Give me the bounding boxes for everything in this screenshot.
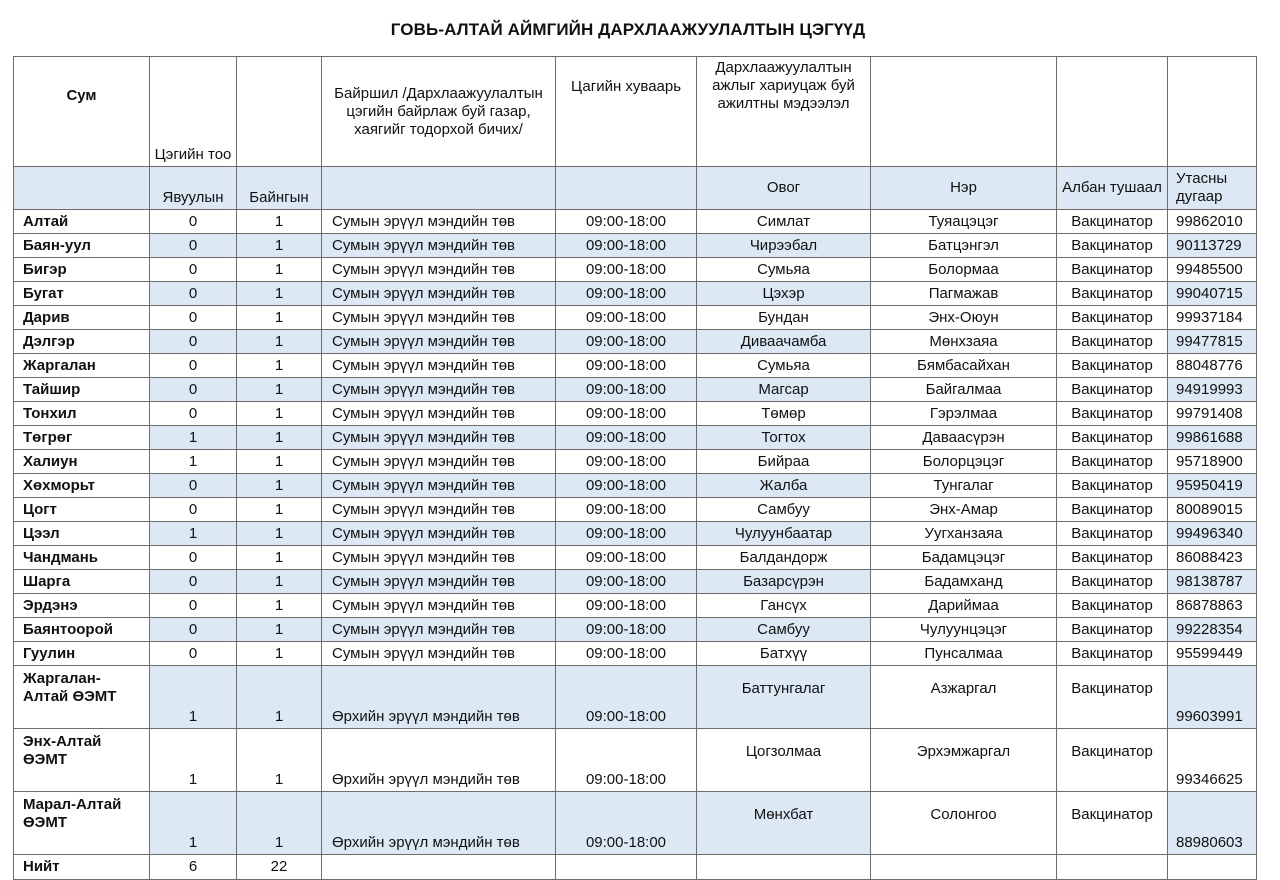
fixed-count-cell: 1 — [237, 474, 322, 498]
mobile-count-cell: 0 — [150, 306, 237, 330]
fixed-count-cell: 1 — [237, 210, 322, 234]
name-cell: Дариймаа — [871, 594, 1057, 618]
phone-cell: 88980603 — [1168, 792, 1257, 855]
header-empty — [556, 167, 697, 210]
sum-cell: Эрдэнэ — [14, 594, 150, 618]
fixed-count-cell: 1 — [237, 258, 322, 282]
position-cell: Вакцинатор — [1057, 546, 1168, 570]
table-row — [14, 666, 1257, 729]
header-phone: Утасны дугаар — [1168, 167, 1257, 210]
header-empty — [1057, 57, 1168, 167]
table-row — [14, 642, 1257, 666]
surname-cell: Чирээбал — [697, 234, 871, 258]
position-cell: Вакцинатор — [1057, 378, 1168, 402]
location-cell: Сумын эрүүл мэндийн төв — [322, 306, 556, 330]
table-row — [14, 234, 1257, 258]
schedule-cell: 09:00-18:00 — [556, 426, 697, 450]
fixed-count-cell: 1 — [237, 522, 322, 546]
surname-cell: Төмөр — [697, 402, 871, 426]
surname-cell: Чулуунбаатар — [697, 522, 871, 546]
fixed-count-cell: 1 — [237, 642, 322, 666]
table-row — [14, 210, 1257, 234]
position-cell: Вакцинатор — [1057, 498, 1168, 522]
fixed-count-cell: 1 — [237, 570, 322, 594]
surname-cell: Мөнхбат — [697, 792, 871, 855]
sum-cell: Хөхморьт — [14, 474, 150, 498]
fixed-count-cell: 1 — [237, 618, 322, 642]
surname-cell: Батхүү — [697, 642, 871, 666]
mobile-count-cell: 0 — [150, 354, 237, 378]
phone-cell: 99477815 — [1168, 330, 1257, 354]
position-cell: Вакцинатор — [1057, 354, 1168, 378]
position-cell: Вакцинатор — [1057, 402, 1168, 426]
mobile-count-cell: 0 — [150, 618, 237, 642]
schedule-cell: 09:00-18:00 — [556, 618, 697, 642]
sum-cell: Гуулин — [14, 642, 150, 666]
fixed-count-cell: 1 — [237, 354, 322, 378]
table-row — [14, 546, 1257, 570]
phone-cell: 99228354 — [1168, 618, 1257, 642]
schedule-cell: 09:00-18:00 — [556, 522, 697, 546]
sum-cell: Чандмань — [14, 546, 150, 570]
table-row — [14, 498, 1257, 522]
mobile-count-cell: 1 — [150, 426, 237, 450]
surname-cell: Цогзолмаа — [697, 729, 871, 792]
table-row — [14, 378, 1257, 402]
location-cell: Өрхийн эрүүл мэндийн төв — [322, 666, 556, 729]
total-label: Нийт — [14, 855, 150, 880]
phone-cell: 99791408 — [1168, 402, 1257, 426]
sum-cell: Тонхил — [14, 402, 150, 426]
schedule-cell: 09:00-18:00 — [556, 642, 697, 666]
header-row-1 — [14, 57, 1257, 167]
sum-cell: Жаргалан-Алтай ӨЭМТ — [14, 666, 150, 729]
schedule-cell: 09:00-18:00 — [556, 792, 697, 855]
header-mobile: Явуулын — [150, 167, 237, 210]
location-cell: Сумын эрүүл мэндийн төв — [322, 402, 556, 426]
position-cell: Вакцинатор — [1057, 642, 1168, 666]
table-row — [14, 258, 1257, 282]
phone-cell: 80089015 — [1168, 498, 1257, 522]
total-row — [14, 855, 1257, 880]
phone-cell: 94919993 — [1168, 378, 1257, 402]
table-row — [14, 792, 1257, 855]
position-cell: Вакцинатор — [1057, 522, 1168, 546]
name-cell: Туяацэцэг — [871, 210, 1057, 234]
surname-cell: Сумьяа — [697, 258, 871, 282]
surname-cell: Диваачамба — [697, 330, 871, 354]
schedule-cell: 09:00-18:00 — [556, 570, 697, 594]
fixed-count-cell: 1 — [237, 546, 322, 570]
mobile-count-cell: 0 — [150, 234, 237, 258]
mobile-count-cell: 1 — [150, 450, 237, 474]
name-cell: Бямбасайхан — [871, 354, 1057, 378]
fixed-count-cell: 1 — [237, 729, 322, 792]
header-empty — [322, 167, 556, 210]
phone-cell: 86878863 — [1168, 594, 1257, 618]
mobile-count-cell: 0 — [150, 258, 237, 282]
position-cell: Вакцинатор — [1057, 729, 1168, 792]
phone-cell: 88048776 — [1168, 354, 1257, 378]
table-row — [14, 282, 1257, 306]
schedule-cell: 09:00-18:00 — [556, 594, 697, 618]
schedule-cell: 09:00-18:00 — [556, 666, 697, 729]
table-row — [14, 330, 1257, 354]
table-row — [14, 594, 1257, 618]
fixed-count-cell: 1 — [237, 498, 322, 522]
table-row — [14, 306, 1257, 330]
fixed-count-cell: 1 — [237, 426, 322, 450]
location-cell: Сумын эрүүл мэндийн төв — [322, 642, 556, 666]
mobile-count-cell: 1 — [150, 792, 237, 855]
position-cell: Вакцинатор — [1057, 234, 1168, 258]
schedule-cell: 09:00-18:00 — [556, 210, 697, 234]
schedule-cell: 09:00-18:00 — [556, 234, 697, 258]
header-empty — [237, 57, 322, 167]
sum-cell: Тайшир — [14, 378, 150, 402]
header-staff-info: Дархлаажуулалтын ажлыг хариуцаж буй ажилтны мэдээлэл — [697, 57, 871, 167]
position-cell: Вакцинатор — [1057, 450, 1168, 474]
table-row — [14, 426, 1257, 450]
surname-cell: Бундан — [697, 306, 871, 330]
mobile-count-cell: 1 — [150, 522, 237, 546]
mobile-count-cell: 0 — [150, 546, 237, 570]
surname-cell: Бийраа — [697, 450, 871, 474]
fixed-count-cell: 1 — [237, 666, 322, 729]
phone-cell: 90113729 — [1168, 234, 1257, 258]
name-cell: Даваасүрэн — [871, 426, 1057, 450]
surname-cell: Самбуу — [697, 498, 871, 522]
schedule-cell: 09:00-18:00 — [556, 402, 697, 426]
position-cell: Вакцинатор — [1057, 282, 1168, 306]
total-empty-cell — [1057, 855, 1168, 880]
location-cell: Сумын эрүүл мэндийн төв — [322, 378, 556, 402]
name-cell: Тунгалаг — [871, 474, 1057, 498]
surname-cell: Симлат — [697, 210, 871, 234]
fixed-count-cell: 1 — [237, 450, 322, 474]
name-cell: Пагмажав — [871, 282, 1057, 306]
name-cell: Бадамханд — [871, 570, 1057, 594]
surname-cell: Баттунгалаг — [697, 666, 871, 729]
location-cell: Сумын эрүүл мэндийн төв — [322, 426, 556, 450]
total-empty-cell — [871, 855, 1057, 880]
sum-cell: Баян-уул — [14, 234, 150, 258]
phone-cell: 99496340 — [1168, 522, 1257, 546]
sum-cell: Жаргалан — [14, 354, 150, 378]
table-row — [14, 618, 1257, 642]
name-cell: Мөнхзаяа — [871, 330, 1057, 354]
name-cell: Энх-Амар — [871, 498, 1057, 522]
header-fixed: Байнгын — [237, 167, 322, 210]
surname-cell: Цэхэр — [697, 282, 871, 306]
total-empty-cell — [556, 855, 697, 880]
table-row — [14, 354, 1257, 378]
location-cell: Сумын эрүүл мэндийн төв — [322, 282, 556, 306]
position-cell: Вакцинатор — [1057, 618, 1168, 642]
mobile-count-cell: 0 — [150, 378, 237, 402]
sum-cell: Шарга — [14, 570, 150, 594]
location-cell: Өрхийн эрүүл мэндийн төв — [322, 792, 556, 855]
mobile-count-cell: 1 — [150, 666, 237, 729]
name-cell: Эрхэмжаргал — [871, 729, 1057, 792]
surname-cell: Сумьяа — [697, 354, 871, 378]
header-sum: Сум — [14, 57, 150, 167]
sum-cell: Алтай — [14, 210, 150, 234]
surname-cell: Гансүх — [697, 594, 871, 618]
fixed-count-cell: 1 — [237, 792, 322, 855]
location-cell: Сумын эрүүл мэндийн төв — [322, 618, 556, 642]
phone-cell: 99040715 — [1168, 282, 1257, 306]
header-schedule: Цагийн хуваарь — [556, 57, 697, 167]
mobile-count-cell: 0 — [150, 474, 237, 498]
sum-cell: Бугат — [14, 282, 150, 306]
name-cell: Пунсалмаа — [871, 642, 1057, 666]
sum-cell: Цээл — [14, 522, 150, 546]
name-cell: Болормаа — [871, 258, 1057, 282]
total-empty-cell — [322, 855, 556, 880]
fixed-count-cell: 1 — [237, 594, 322, 618]
position-cell: Вакцинатор — [1057, 666, 1168, 729]
table-row — [14, 402, 1257, 426]
table-row — [14, 729, 1257, 792]
header-name: Нэр — [871, 167, 1057, 210]
position-cell: Вакцинатор — [1057, 792, 1168, 855]
mobile-count-cell: 0 — [150, 642, 237, 666]
surname-cell: Тогтох — [697, 426, 871, 450]
sum-cell: Төгрөг — [14, 426, 150, 450]
fixed-count-cell: 1 — [237, 282, 322, 306]
phone-cell: 99346625 — [1168, 729, 1257, 792]
schedule-cell: 09:00-18:00 — [556, 282, 697, 306]
phone-cell: 95718900 — [1168, 450, 1257, 474]
surname-cell: Магсар — [697, 378, 871, 402]
surname-cell: Жалба — [697, 474, 871, 498]
fixed-count-cell: 1 — [237, 378, 322, 402]
fixed-count-cell: 1 — [237, 234, 322, 258]
location-cell: Өрхийн эрүүл мэндийн төв — [322, 729, 556, 792]
position-cell: Вакцинатор — [1057, 594, 1168, 618]
location-cell: Сумын эрүүл мэндийн төв — [322, 594, 556, 618]
schedule-cell: 09:00-18:00 — [556, 546, 697, 570]
surname-cell: Самбуу — [697, 618, 871, 642]
sum-cell: Халиун — [14, 450, 150, 474]
header-surname: Овог — [697, 167, 871, 210]
vaccination-points-table — [13, 56, 1257, 880]
location-cell: Сумын эрүүл мэндийн төв — [322, 450, 556, 474]
location-cell: Сумын эрүүл мэндийн төв — [322, 234, 556, 258]
location-cell: Сумын эрүүл мэндийн төв — [322, 258, 556, 282]
position-cell: Вакцинатор — [1057, 426, 1168, 450]
location-cell: Сумын эрүүл мэндийн төв — [322, 354, 556, 378]
name-cell: Бадамцэцэг — [871, 546, 1057, 570]
name-cell: Солонгоо — [871, 792, 1057, 855]
sum-cell: Дарив — [14, 306, 150, 330]
fixed-count-cell: 1 — [237, 402, 322, 426]
phone-cell: 99937184 — [1168, 306, 1257, 330]
mobile-count-cell: 0 — [150, 330, 237, 354]
mobile-count-cell: 0 — [150, 282, 237, 306]
total-mobile: 6 — [150, 855, 237, 880]
header-empty — [871, 57, 1057, 167]
phone-cell: 95599449 — [1168, 642, 1257, 666]
mobile-count-cell: 0 — [150, 402, 237, 426]
header-empty — [14, 167, 150, 210]
name-cell: Энх-Оюун — [871, 306, 1057, 330]
name-cell: Батцэнгэл — [871, 234, 1057, 258]
position-cell: Вакцинатор — [1057, 306, 1168, 330]
name-cell: Байгалмаа — [871, 378, 1057, 402]
schedule-cell: 09:00-18:00 — [556, 306, 697, 330]
phone-cell: 95950419 — [1168, 474, 1257, 498]
sum-cell: Марал-Алтай ӨЭМТ — [14, 792, 150, 855]
fixed-count-cell: 1 — [237, 306, 322, 330]
mobile-count-cell: 0 — [150, 498, 237, 522]
location-cell: Сумын эрүүл мэндийн төв — [322, 570, 556, 594]
name-cell: Уугханзаяа — [871, 522, 1057, 546]
mobile-count-cell: 0 — [150, 210, 237, 234]
sum-cell: Бигэр — [14, 258, 150, 282]
schedule-cell: 09:00-18:00 — [556, 330, 697, 354]
table-row — [14, 522, 1257, 546]
surname-cell: Балдандорж — [697, 546, 871, 570]
mobile-count-cell: 1 — [150, 729, 237, 792]
header-empty — [1168, 57, 1257, 167]
name-cell: Чулуунцэцэг — [871, 618, 1057, 642]
phone-cell: 99485500 — [1168, 258, 1257, 282]
location-cell: Сумын эрүүл мэндийн төв — [322, 330, 556, 354]
mobile-count-cell: 0 — [150, 570, 237, 594]
sum-cell: Энх-Алтай ӨЭМТ — [14, 729, 150, 792]
schedule-cell: 09:00-18:00 — [556, 474, 697, 498]
header-location: Байршил /Дархлаажуулалтын цэгийн байрлаж буй газар, хаягийг тодорхой бичих/ — [322, 57, 556, 167]
total-empty-cell — [1168, 855, 1257, 880]
sum-cell: Дэлгэр — [14, 330, 150, 354]
phone-cell: 86088423 — [1168, 546, 1257, 570]
name-cell: Гэрэлмаа — [871, 402, 1057, 426]
table-row — [14, 450, 1257, 474]
location-cell: Сумын эрүүл мэндийн төв — [322, 474, 556, 498]
sum-cell: Цогт — [14, 498, 150, 522]
fixed-count-cell: 1 — [237, 330, 322, 354]
header-position: Албан тушаал — [1057, 167, 1168, 210]
name-cell: Болорцэцэг — [871, 450, 1057, 474]
total-fixed: 22 — [237, 855, 322, 880]
mobile-count-cell: 0 — [150, 594, 237, 618]
position-cell: Вакцинатор — [1057, 330, 1168, 354]
header-point-count: Цэгийн тоо — [150, 57, 237, 167]
phone-cell: 99862010 — [1168, 210, 1257, 234]
name-cell: Азжаргал — [871, 666, 1057, 729]
schedule-cell: 09:00-18:00 — [556, 450, 697, 474]
location-cell: Сумын эрүүл мэндийн төв — [322, 522, 556, 546]
phone-cell: 99861688 — [1168, 426, 1257, 450]
phone-cell: 99603991 — [1168, 666, 1257, 729]
schedule-cell: 09:00-18:00 — [556, 354, 697, 378]
table-row — [14, 570, 1257, 594]
surname-cell: Базарсүрэн — [697, 570, 871, 594]
header-row-2 — [14, 167, 1257, 210]
location-cell: Сумын эрүүл мэндийн төв — [322, 498, 556, 522]
position-cell: Вакцинатор — [1057, 570, 1168, 594]
position-cell: Вакцинатор — [1057, 258, 1168, 282]
schedule-cell: 09:00-18:00 — [556, 258, 697, 282]
schedule-cell: 09:00-18:00 — [556, 378, 697, 402]
schedule-cell: 09:00-18:00 — [556, 498, 697, 522]
location-cell: Сумын эрүүл мэндийн төв — [322, 546, 556, 570]
total-empty-cell — [697, 855, 871, 880]
phone-cell: 98138787 — [1168, 570, 1257, 594]
document-title: ГОВЬ-АЛТАЙ АЙМГИЙН ДАРХЛААЖУУЛАЛТЫН ЦЭГҮҮД — [390, 20, 866, 39]
location-cell: Сумын эрүүл мэндийн төв — [322, 210, 556, 234]
schedule-cell: 09:00-18:00 — [556, 729, 697, 792]
position-cell: Вакцинатор — [1057, 474, 1168, 498]
sum-cell: Баянтоорой — [14, 618, 150, 642]
table-row — [14, 474, 1257, 498]
position-cell: Вакцинатор — [1057, 210, 1168, 234]
